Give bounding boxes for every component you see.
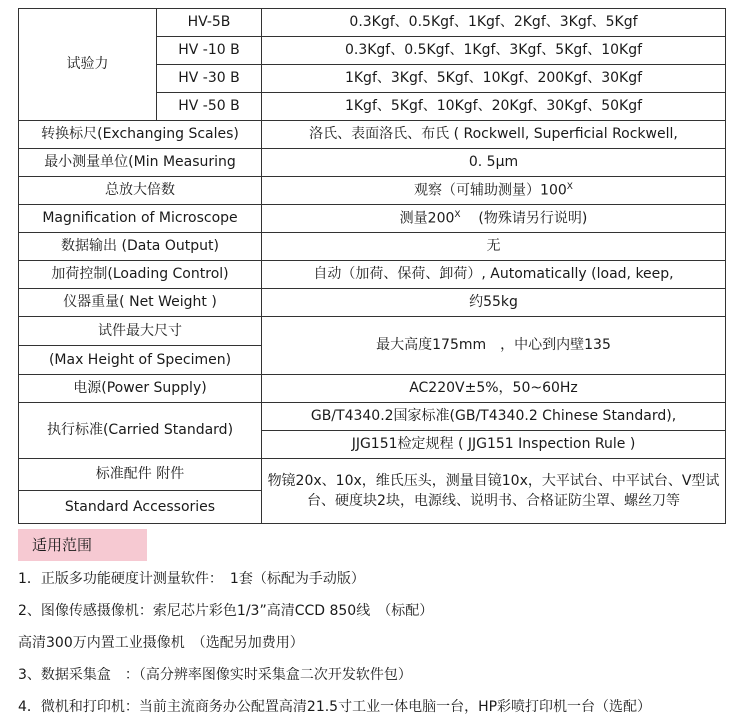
note-line: 1．正版多功能硬度计测量软件： 1套（标配为手动版）	[18, 571, 365, 587]
measure-note: (物殊请另行说明)	[478, 210, 588, 227]
table-row	[19, 9, 726, 37]
model-cell: HV -30 B	[157, 65, 262, 93]
min-measuring-value: 0. 5μm	[262, 149, 726, 177]
loading-control-label: 加荷控制(Loading Control)	[19, 261, 262, 289]
table-row	[19, 149, 726, 177]
accessories-label	[19, 459, 262, 524]
data-output-label: 数据输出 (Data Output)	[19, 233, 262, 261]
power-supply-value: AC220V±5%，50~60Hz	[262, 375, 726, 403]
net-weight-label: 仪器重量( Net Weight )	[19, 289, 262, 317]
force-values: 0.3Kgf、0.5Kgf、1Kgf、3Kgf、5Kgf、10Kgf	[262, 37, 726, 65]
min-measuring-label: 最小测量单位(Min Measuring	[19, 149, 262, 177]
table-row	[19, 459, 726, 524]
max-height-label-en: (Max Height of Specimen)	[48, 352, 232, 368]
force-values: 0.3Kgf、0.5Kgf、1Kgf、2Kgf、3Kgf、5Kgf	[262, 9, 726, 37]
notes-list	[18, 563, 728, 723]
accessories-label-cn: 标准配件 附件	[19, 459, 262, 491]
table-row	[19, 375, 726, 403]
exchanging-scales-label: 转换标尺(Exchanging Scales)	[19, 121, 262, 149]
model-cell: HV -50 B	[157, 93, 262, 121]
observe-text: 观察（可辅助测量）100	[414, 182, 567, 199]
accessories-label-en: Standard Accessories	[64, 499, 216, 515]
note-line: 2、图像传感摄像机：索尼芯片彩色1/3”高清CCD 850线 （标配）	[18, 603, 434, 619]
carried-standard-value-2: JJG151检定规程 ( JJG151 Inspection Rule )	[262, 431, 726, 459]
max-height-label	[19, 317, 262, 375]
model-cell: HV -10 B	[157, 37, 262, 65]
note-line: 高清300万内置工业摄像机 （选配另加费用）	[18, 635, 304, 651]
carried-standard-value-1: GB/T4340.2国家标准(GB/T4340.2 Chinese Standard),	[262, 403, 726, 431]
loading-control-value: 自动（加荷、保荷、卸荷）, Automatically (load, keep,	[262, 261, 726, 289]
measure-sup: X	[454, 209, 461, 220]
note-line: 3、数据采集盒 ：（高分辨率图像实时采集盒二次开发软件包）	[18, 667, 412, 683]
table-row	[19, 121, 726, 149]
magnification-label-en: Magnification of Microscope	[19, 205, 262, 233]
table-row	[19, 205, 726, 233]
section-tag: 适用范围	[18, 529, 147, 561]
observe-sup: X	[566, 181, 573, 192]
data-output-value: 无	[262, 233, 726, 261]
max-height-value: 最大高度175mm ，中心到内壁135	[262, 317, 726, 375]
table-row	[19, 261, 726, 289]
magnification-measure	[262, 205, 726, 233]
table-row	[19, 289, 726, 317]
model-cell: HV-5B	[157, 9, 262, 37]
table-row	[19, 233, 726, 261]
table-row	[19, 177, 726, 205]
power-supply-label: 电源(Power Supply)	[19, 375, 262, 403]
accessories-value: 物镜20x、10x，维氏压头，测量目镜10x，大平试台、中平试台、V型试台、硬度块2块，电源线、说明书、合格证防尘罩、螺丝刀等	[262, 459, 726, 524]
force-values: 1Kgf、5Kgf、10Kgf、20Kgf、30Kgf、50Kgf	[262, 93, 726, 121]
magnification-observe	[262, 177, 726, 205]
test-force-label: 试验力	[19, 9, 157, 121]
force-values: 1Kgf、3Kgf、5Kgf、10Kgf、200Kgf、30Kgf	[262, 65, 726, 93]
max-height-label-cn: 试件最大尺寸	[19, 317, 262, 346]
net-weight-value: 约55kg	[262, 289, 726, 317]
carried-standard-label: 执行标准(Carried Standard)	[19, 403, 262, 459]
magnification-label-cn: 总放大倍数	[19, 177, 262, 205]
note-line: 4．微机和打印机：当前主流商务办公配置高清21.5寸工业一体电脑一台，HP彩喷打印机一台（选配）	[18, 699, 652, 715]
exchanging-scales-value: 洛氏、表面洛氏、布氏 ( Rockwell, Superficial Rockwell,	[262, 121, 726, 149]
measure-text: 测量200	[399, 210, 455, 227]
table-row	[19, 403, 726, 431]
table-row	[19, 317, 726, 375]
spec-table	[18, 8, 726, 524]
